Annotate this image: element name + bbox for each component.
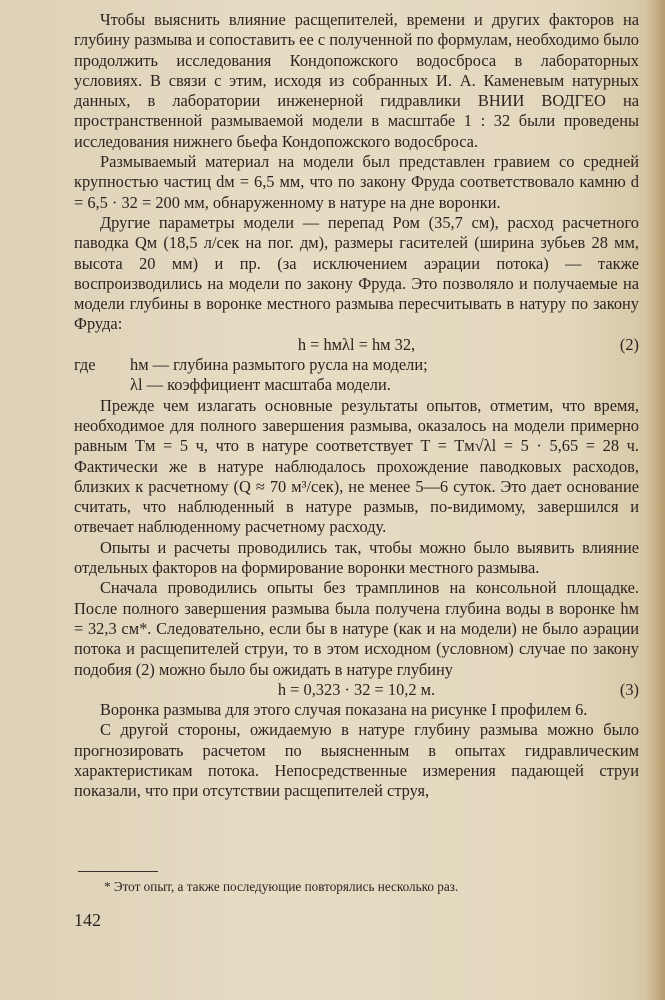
formula-2-number: (2) [619,334,639,354]
paragraph: Прежде чем излагать основные результаты опытов, отметим, что время, необходимое для полного завершения размыва, оказалось на модели примерно равным Tм = 5 ч, что в натуре соответствует T = Tм√λl = 5 · 5,65 = 28 ч. Фактически же в натуре наблюдалось прохождение паводковых расходов, близких к расчетному (Q ≈ 70 м³/сек), не менее 5—6 суток. Это дает основание считать, что наблюденный в натуре размыв, по-видимому, завершился и отвечает наблюденному расчетному расходу. [74,395,639,537]
footnote-divider [78,871,158,872]
formula-3-number: (3) [619,679,639,699]
where-definition-2: λl — коэффициент масштаба модели. [130,375,391,395]
page-number: 142 [74,910,101,930]
formula-3 [74,680,639,700]
where-definition-1: hм — глубина размытого русла на модели; [130,355,428,375]
paragraph: С другой стороны, ожидаемую в натуре глубину размыва можно было прогнозировать расчетом по выясненным в опытах гидравлическим характеристикам потока. Непосредственные измерения падающей струи показали, что при отсутствии расщепителей струя, [74,720,639,801]
footnote: * Этот опыт, а также последующие повторялись несколько раз. [104,879,459,894]
paragraph: Опыты и расчеты проводились так, чтобы можно было выявить влияние отдельных факторов на формирование воронки местного размыва. [74,537,639,578]
where-definitions [74,355,639,375]
where-label: где [74,355,96,375]
formula-2-text: h = hмλl = hм 32, [297,334,416,354]
paragraph: Воронка размыва для этого случая показана на рисунке I профилем 6. [100,700,588,720]
paragraph: Сначала проводились опыты без трамплинов на консольной площадке. После полного завершения размыва была получена глубина воды в воронке hм = 32,3 см*. Следовательно, если бы в натуре (как и на модели) не было аэрации потока и расщепителей струи, то в этом исходном (условном) случае по закону подобия (2) можно было бы ожидать в натуре глубину [74,578,639,679]
paragraph: Чтобы выяснить влияние расщепителей, времени и других факторов на глубину размыва и сопоставить ее с полученной по формулам, необходимо было продолжить исследования Кондопожского водосброса в лабораторных условиях. В связи с этим, исходя из собранных И. А. Каменевым натурных данных, в лаборатории инженерной гидравлики ВНИИ ВОДГЕО на пространственной размываемой модели в масштабе 1 : 32 были проведены исследования нижнего бьефа Кондопожского водосброса. [74,10,639,151]
paragraph: Размываемый материал на модели был представлен гравием со средней крупностью частиц dм = 6,5 мм, что по закону Фруда соответствовало камню d = 6,5 · 32 = 200 мм, обнаруженному в натуре на дне воронки. [74,152,639,212]
formula-2 [74,335,639,355]
body-text [74,10,639,802]
paragraph: Другие параметры модели — перепад Pом (35,7 см), расход расчетного паводка Qм (18,5 л/сек на пог. дм), размеры гасителей (ширина зубьев 28 мм, высота 20 мм) и пр. (за исключением аэрации потока) — также воспроизводились на модели по закону Фруда. Это позволяло и получаемые на модели глубины в воронке местного размыва пересчитывать в натуру по закону Фруда: [74,212,639,334]
formula-3-text: h = 0,323 · 32 = 10,2 м. [277,679,436,699]
